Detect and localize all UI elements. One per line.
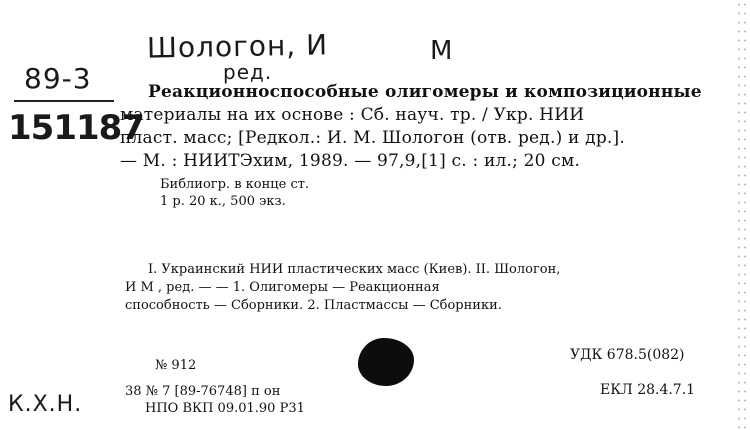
- handwritten-initials: К.Х.Н.: [8, 392, 83, 417]
- udk-code: УДК 678.5(082): [570, 347, 685, 363]
- handwritten-shelf-mark: 89-3: [24, 62, 92, 95]
- shelf-mark-underline: [14, 100, 114, 102]
- record-title: Реакционноспособные олигомеры и композиционные: [148, 82, 702, 102]
- record-line-3: пласт. масс; [Редкол.: И. М. Шологон (отв. ред.) и др.].: [120, 128, 625, 148]
- handwritten-editor-note: ред.: [223, 60, 273, 84]
- bibliography-note: Библиогр. в конце ст.: [160, 177, 310, 192]
- ink-blot: [358, 338, 414, 386]
- order-number: 38 № 7 [89-76748] п он: [125, 384, 281, 399]
- card-number: № 912: [155, 358, 197, 373]
- handwritten-inventory-number: 151187: [8, 108, 144, 148]
- record-line-2: материалы на их основе : Сб. науч. тр. / Укр. НИИ: [120, 105, 585, 125]
- tracing-line-2: И М , ред. — — 1. Олигомеры — Реакционная: [125, 280, 440, 295]
- tracing-line-3: способность — Сборники. 2. Пластмассы — Сборники.: [125, 298, 502, 313]
- handwritten-initial: М: [430, 36, 454, 66]
- price-run-note: 1 р. 20 к., 500 экз.: [160, 194, 286, 209]
- tracing-line-1: I. Украинский НИИ пластических масс (Киев). II. Шологон,: [148, 262, 561, 277]
- handwritten-author: Шологон, И: [146, 28, 329, 65]
- npo-stamp: НПО ВКП 09.01.90 Р31: [145, 401, 305, 416]
- card-edge-noise: [736, 0, 750, 430]
- record-line-4: — М. : НИИТЭхим, 1989. — 97,9,[1] с. : ил.; 20 см.: [120, 151, 581, 171]
- ekl-code: ЕКЛ 28.4.7.1: [600, 382, 696, 398]
